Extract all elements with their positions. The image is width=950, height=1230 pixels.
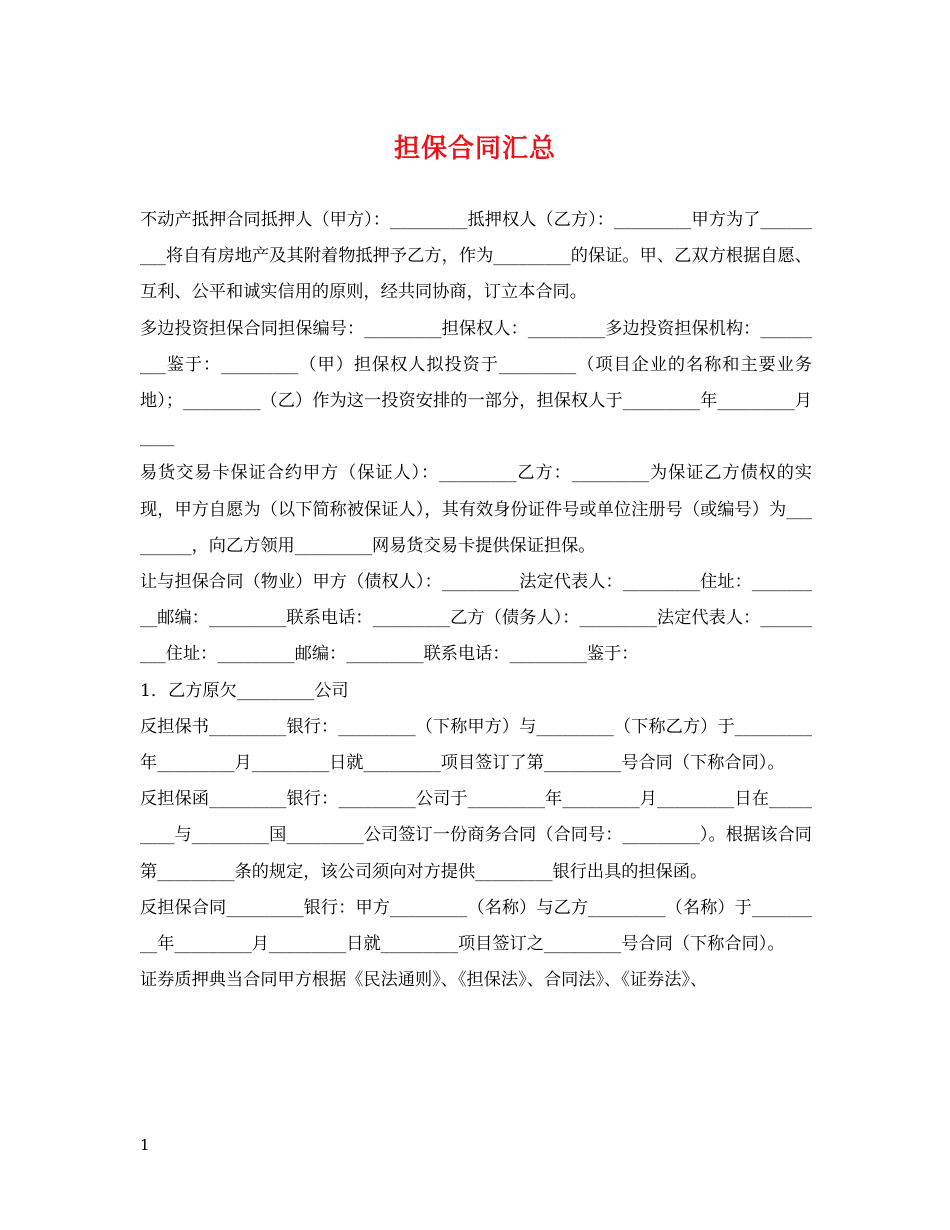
page-number: 1: [140, 1136, 150, 1154]
paragraph-transfer-guarantee: 让与担保合同（物业）甲方（债权人）：_________法定代表人：_________住址：_________邮编：_________联系电话：_________乙方（债务人）：_________法定代表人：_________住址：_________邮编：_________联系电话：_________鉴于：: [140, 572, 812, 665]
paragraph-securities-pledge: 证券质押典当合同甲方根据《民法通则》、《担保法》、合同法》、《证券法》、: [140, 970, 708, 991]
paragraph-counter-guarantee-bank-letter: 反担保函_________银行：_________公司于_________年_________月_________日在_________与_________国_________公司签订一份商务合同（合同号：_________）。根据该合同第_________条的规定，该公司须向对方提供_________银行出具的担保函。: [140, 789, 812, 882]
document-title: 担保合同汇总: [393, 134, 556, 164]
paragraph-counter-guarantee-contract: 反担保合同_________银行：甲方_________（名称）与乙方_________（名称）于_________年_________月_________日就_________项目签订之_________号合同（下称合同）。: [140, 897, 812, 955]
paragraph-real-estate-mortgage: 不动产抵押合同抵押人（甲方）：_________抵押权人（乙方）：_________甲方为了_________将自有房地产及其附着物抵押予乙方，作为_________的保证。甲、乙双方根据自愿、互利、公平和诚实信用的原则，经共同协商，订立本合同。: [140, 210, 812, 303]
document-body: [140, 202, 812, 998]
paragraph-counter-guarantee-letter: 反担保书_________银行：_________（下称甲方）与_________（下称乙方）于_________年_________月_________日就_________项目签订了第_________号合同（下称合同）。: [140, 716, 812, 774]
paragraph-multilateral-investment-guarantee: 多边投资担保合同担保编号：_________担保权人：_________多边投资担保机构：_________鉴于：_________（甲）担保权人拟投资于_________（项目企业的名称和主要业务地）；_________（乙）作为这一投资安排的一部分，担保权人于_________年_________月____: [140, 318, 812, 448]
paragraph-barter-card-guarantee: 易货交易卡保证合约甲方（保证人）：_________乙方：_________为保证乙方债权的实现，甲方自愿为（以下简称被保证人），其有效身份证件号或单位注册号（或编号）为_________，向乙方领用_________网易货交易卡提供保证担保。: [140, 463, 812, 556]
paragraph-item-1: 1．乙方原欠_________公司: [140, 680, 349, 701]
